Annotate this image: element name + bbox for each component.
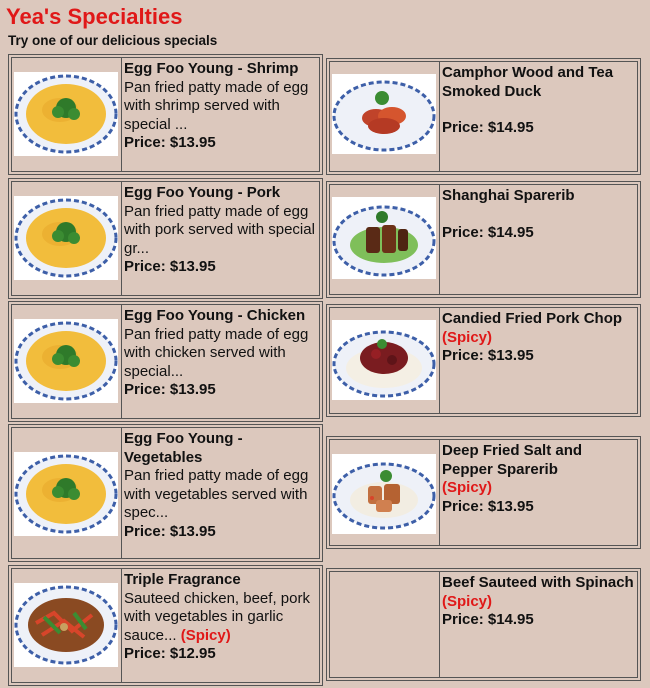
spicy-badge: (Spicy) <box>180 626 231 644</box>
dish-price: Price: $13.95 <box>124 134 216 151</box>
dish-description: Pan fried patty made of egg with chicken served with special... <box>124 325 309 380</box>
menu-item-card[interactable] <box>326 436 641 549</box>
dish-description: Pan fried patty made of egg with pork served with special gr... <box>124 202 315 257</box>
menu-item-card[interactable] <box>8 565 323 686</box>
dish-price: Price: $13.95 <box>442 497 534 515</box>
dish-price: Price: $14.95 <box>442 223 534 241</box>
egg-foo-young-image[interactable] <box>14 319 118 403</box>
dish-description: Pan fried patty made of egg with vegetables served with spec... <box>124 467 309 521</box>
spicy-badge: (Spicy) <box>442 592 493 610</box>
dish-image-cell[interactable] <box>12 58 122 171</box>
dish-name[interactable]: Egg Foo Young - Chicken <box>124 307 306 324</box>
dish-image-cell[interactable] <box>330 440 440 545</box>
dish-image-cell[interactable] <box>330 308 440 413</box>
dish-price: Price: $12.95 <box>124 645 216 662</box>
spicy-badge: (Spicy) <box>442 328 493 346</box>
sparerib-image[interactable] <box>332 197 436 279</box>
dish-name[interactable]: Egg Foo Young - Vegetables <box>124 430 243 466</box>
dish-price: Price: $13.95 <box>124 522 216 540</box>
stir-fry-image[interactable] <box>14 583 118 667</box>
salt-pepper-sparerib-image[interactable] <box>332 454 436 534</box>
page-title: Yea's Specialties <box>6 4 183 29</box>
dish-image-cell[interactable] <box>330 185 440 294</box>
dish-price: Price: $14.95 <box>442 611 534 628</box>
dish-image-cell-empty <box>330 572 440 677</box>
dish-name[interactable]: Camphor Wood and Tea Smoked Duck <box>442 64 614 100</box>
egg-foo-young-image[interactable] <box>14 72 118 156</box>
dish-image-cell[interactable] <box>12 305 122 418</box>
dish-name[interactable]: Candied Fried Pork Chop <box>442 310 623 327</box>
page-subtitle: Try one of our delicious specials <box>8 33 218 48</box>
dish-price: Price: $13.95 <box>124 258 216 275</box>
duck-image[interactable] <box>332 74 436 154</box>
pork-chop-image[interactable] <box>332 320 436 400</box>
dish-name[interactable]: Shanghai Sparerib <box>442 187 575 204</box>
menu-item-card[interactable] <box>8 54 323 175</box>
dish-name[interactable]: Triple Fragrance <box>124 571 241 588</box>
dish-price: Price: $14.95 <box>442 119 534 136</box>
menu-item-card[interactable] <box>326 568 641 681</box>
menu-item-card[interactable] <box>8 178 323 299</box>
dish-image-cell[interactable] <box>12 569 122 682</box>
dish-image-cell[interactable] <box>12 182 122 295</box>
egg-foo-young-image[interactable] <box>14 452 118 536</box>
menu-item-card[interactable] <box>8 424 323 562</box>
spicy-badge: (Spicy) <box>442 479 493 496</box>
dish-name[interactable]: Egg Foo Young - Shrimp <box>124 60 299 77</box>
dish-image-cell[interactable] <box>330 62 440 171</box>
menu-item-card[interactable] <box>326 58 641 175</box>
menu-item-card[interactable] <box>8 301 323 422</box>
dish-description: Pan fried patty made of egg with shrimp served with special ... <box>124 78 309 133</box>
dish-price: Price: $13.95 <box>442 347 534 364</box>
dish-name[interactable]: Egg Foo Young - Pork <box>124 184 281 201</box>
menu-item-card[interactable] <box>326 304 641 417</box>
dish-name[interactable]: Deep Fried Salt and Pepper Sparerib <box>442 442 583 478</box>
dish-image-cell[interactable] <box>12 428 122 558</box>
dish-price: Price: $13.95 <box>124 381 216 398</box>
menu-item-card[interactable] <box>326 181 641 298</box>
egg-foo-young-image[interactable] <box>14 196 118 280</box>
dish-name[interactable]: Beef Sauteed with Spinach <box>442 574 634 591</box>
dish-description: Sauteed chicken, beef, pork with vegetables in garlic sauce... <box>124 589 310 644</box>
